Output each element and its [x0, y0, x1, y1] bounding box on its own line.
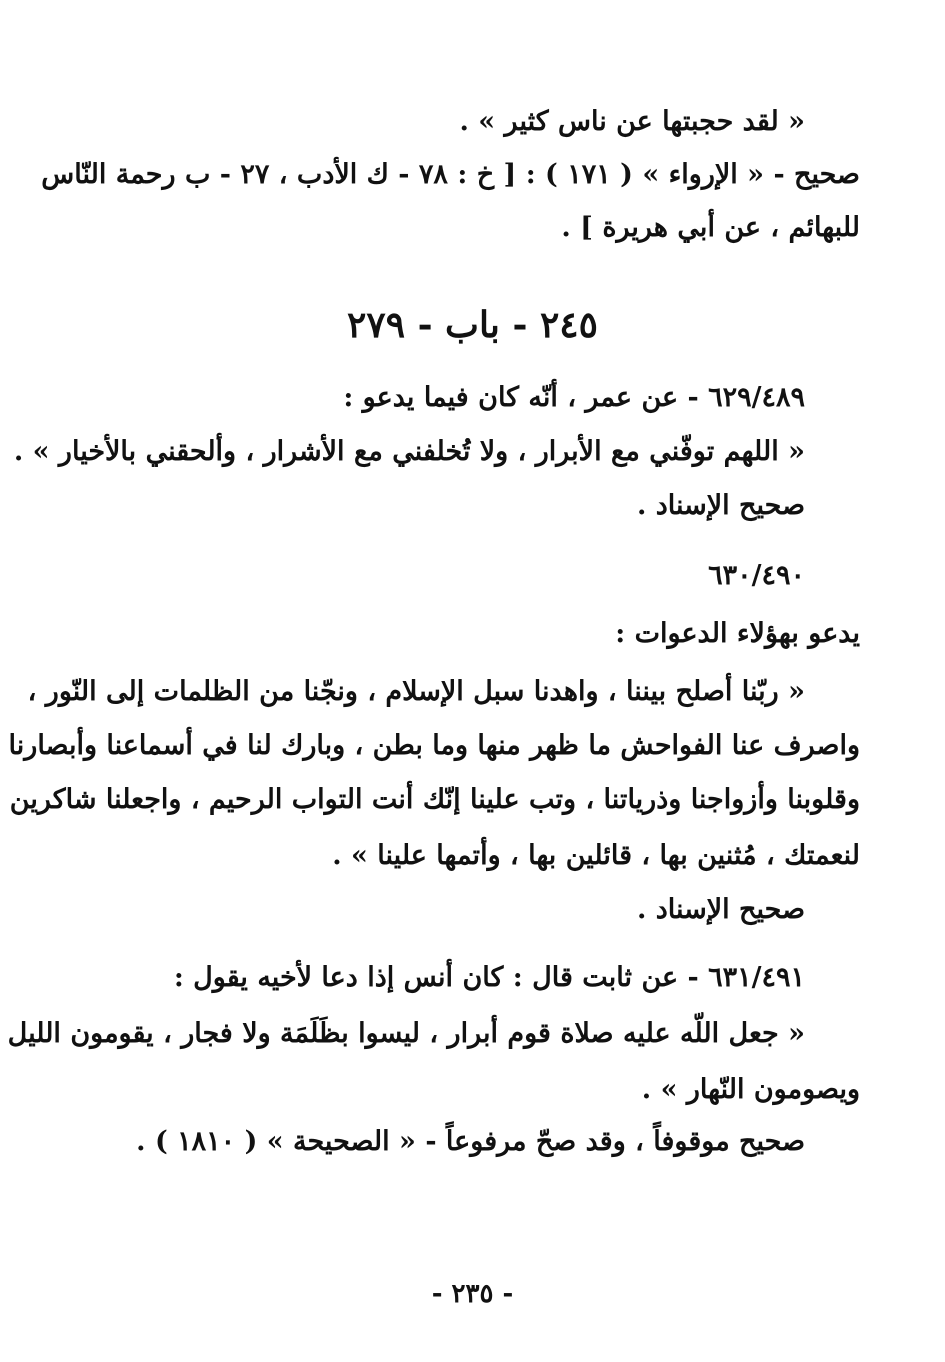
hadith-number: ٦٣١/٤٩١ [708, 962, 805, 993]
text-line [95, 208, 860, 248]
hadith-intro [95, 556, 805, 596]
hadith-text: واصرف عنا الفواحش ما ظهر منها وما بطن ، وبارك لنا في أسماعنا وأبصارنا [8, 730, 860, 761]
hadith-number: ٦٣٠/٤٩٠ [708, 560, 805, 591]
hadith-number: ٦٢٩/٤٨٩ [708, 382, 805, 413]
page-number: - ٢٣٥ - [431, 1279, 514, 1309]
hadith-intro-continuation: يدعو بهؤلاء الدعوات : [615, 618, 860, 649]
hadith-intro [95, 958, 805, 998]
hadith-grade: صحيح الإسناد . [636, 490, 805, 521]
hadith-text: « جعل اللّه عليه صلاة قوم أبرار ، ليسوا بظَلَمَة ولا فجار ، يقومون الليل [7, 1018, 805, 1049]
hadith-text-content: « اللهم توفّني مع الأبرار ، ولا تُخلفني مع الأشرار ، وألحقني بالأخيار » . [13, 436, 805, 467]
hadith-text: ويصومون النّهار » . [641, 1074, 860, 1105]
chapter-heading: ٢٤٥ - باب - ٢٧٩ [347, 304, 598, 346]
reference-continuation: للبهائم ، عن أبي هريرة ] . [561, 212, 860, 243]
hadith-grade: صحيح موقوفاً ، وقد صحّ مرفوعاً - « الصحيحة » ( ١٨١٠ ) . [136, 1126, 805, 1157]
text-line [95, 102, 805, 142]
hadith-text: وقلوبنا وأزواجنا وذرياتنا ، وتب علينا إنّك أنت التواب الرحيم ، واجعلنا شاكرين [9, 784, 860, 815]
hadith-text: لنعمتك ، مُثنين بها ، قائلين بها ، وأتمها علينا » . [332, 840, 860, 871]
text-line [41, 155, 860, 195]
quote-text: « لقد حجبتها عن ناس كثير » . [459, 106, 805, 137]
hadith-intro-text: - عن ثابت قال : كان أنس إذا دعا لأخيه يقول : [173, 962, 709, 993]
hadith-text [13, 432, 805, 472]
hadith-text: « ربّنا أصلح بيننا ، واهدنا سبل الإسلام ، ونجّنا من الظلمات إلى النّور ، [27, 676, 805, 707]
grade-reference: صحيح - « الإرواء » ( ١٧١ ) : [ خ : ٧٨ - ك الأدب ، ٢٧ - ب رحمة النّاس [41, 159, 860, 190]
hadith-grade: صحيح الإسناد . [636, 894, 805, 925]
hadith-intro-text: - عن عمر ، أنّه كان فيما يدعو : [343, 382, 709, 413]
hadith-intro [95, 378, 805, 418]
